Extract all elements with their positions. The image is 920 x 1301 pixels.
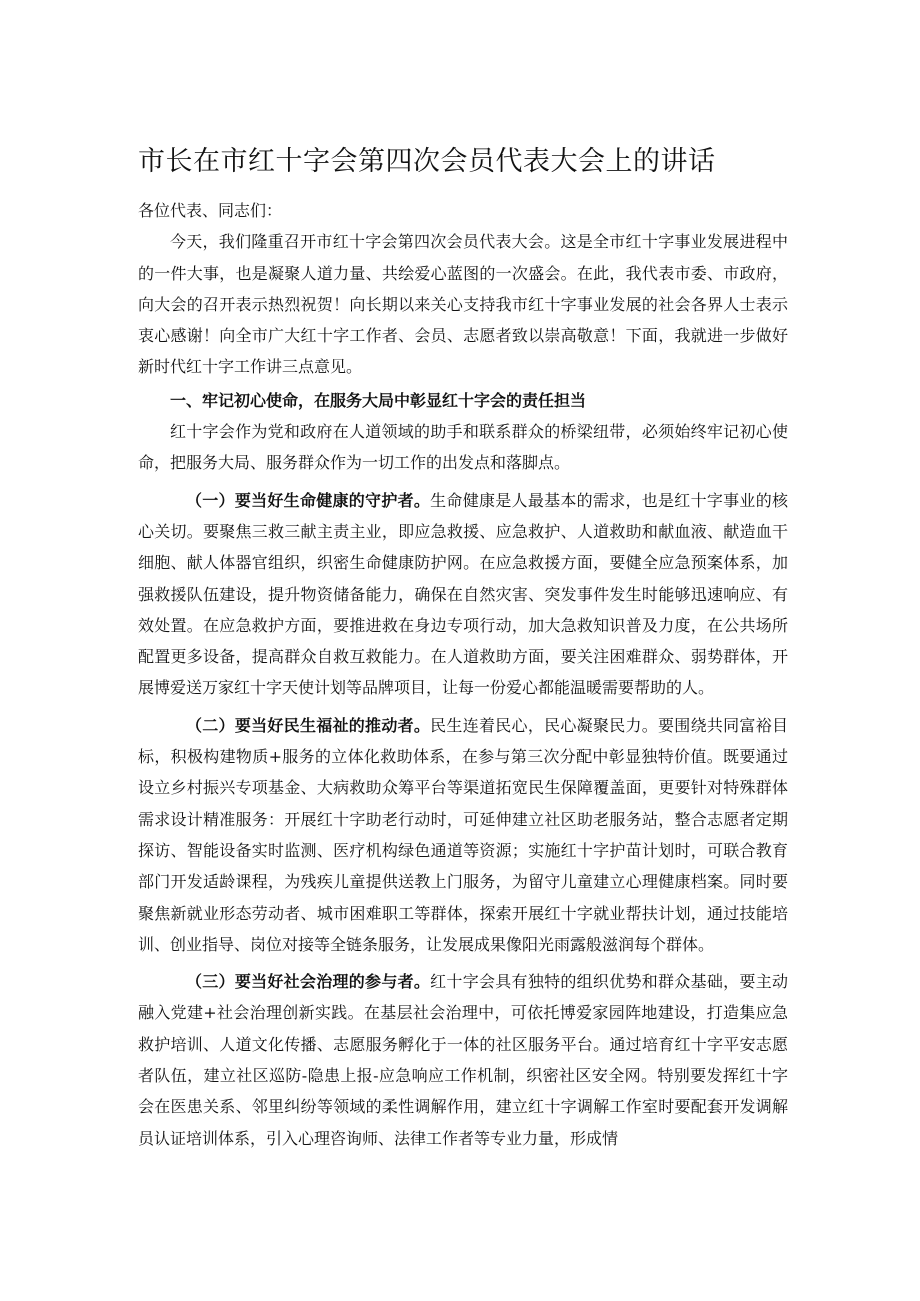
item-lead: （二）要当好民生福祉的推动者。 <box>186 715 431 735</box>
document-body <box>138 195 788 1154</box>
item-paragraph <box>138 966 788 1154</box>
item-lead: （一）要当好生命健康的守护者。 <box>186 490 431 510</box>
item-paragraph <box>138 710 788 960</box>
intro-paragraph: 今天，我们隆重召开市红十字会第四次会员代表大会。这是全市红十字事业发展进程中的一件大事，也是凝聚人道力量、共绘爱心蓝图的一次盛会。在此，我代表市委、市政府，向大会的召开表示热烈祝贺！向长期以来关心支持我市红十字事业发展的社会各界人士表示衷心感谢！向全市广大红十字工作者、会员、志愿者致以崇高敬意！下面，我就进一步做好新时代红十字工作讲三点意见。 <box>138 232 788 377</box>
item-text: 红十字会具有独特的组织优势和群众基础，要主动融入党建+社会治理创新实践。在基层社会治理中，可依托博爱家园阵地建设，打造集应急救护培训、人道文化传播、志愿服务孵化于一体的社区服务平台。通过培育红十字平安志愿者队伍，建立社区巡防-隐患上报-应急响应工作机制，织密社区安全网。特别要发挥红十字会在医患关系、邻里纠纷等领域的柔性调解作用，建立红十字调解工作室时要配套开发调解员认证培训体系，引入心理咨询师、法律工作者等专业力量，形成情 <box>138 972 788 1148</box>
item-lead: （三）要当好社会治理的参与者。 <box>186 972 431 992</box>
section-body-paragraph: 红十字会作为党和政府在人道领域的助手和联系群众的桥梁纽带，必须始终牢记初心使命，把服务大局、服务群众作为一切工作的出发点和落脚点。 <box>138 422 788 473</box>
item-text: 民生连着民心，民心凝聚民力。要围绕共同富裕目标，积极构建物质+服务的立体化救助体系，在参与第三次分配中彰显独特价值。既要通过设立乡村振兴专项基金、大病救助众筹平台等渠道拓宽民生保障覆盖面，更要针对特殊群体需求设计精准服务：开展红十字助老行动时，可延伸建立社区助老服务站，整合志愿者定期探访、智能设备实时监测、医疗机构绿色通道等资源；实施红十字护苗计划时，可联合教育部门开发适龄课程，为残疾儿童提供送教上门服务，为留守儿童建立心理健康档案。同时要聚焦新就业形态劳动者、城市困难职工等群体，探索开展红十字就业帮扶计划，通过技能培训、创业指导、岗位对接等全链条服务，让发展成果像阳光雨露般滋润每个群体。 <box>138 715 788 954</box>
section-heading: 一、牢记初心使命，在服务大局中彰显红十字会的责任担当 <box>170 390 587 410</box>
document-title: 市长在市红十字会第四次会员代表大会上的讲话 <box>138 146 716 177</box>
item-text: 生命健康是人最基本的需求，也是红十字事业的核心关切。要聚焦三救三献主责主业，即应急救援、应急救护、人道救助和献血液、献造血干细胞、献人体器官组织，织密生命健康防护网。在应急救援方面，要健全应急预案体系，加强救援队伍建设，提升物资储备能力，确保在自然灾害、突发事件发生时能够迅速响应、有效处置。在应急救护方面，要推进救在身边专项行动，加大急救知识普及力度，在公共场所配置更多设备，提高群众自救互救能力。在人道救助方面，要关注困难群众、弱势群体，开展博爱送万家红十字天使计划等品牌项目，让每一份爱心都能温暖需要帮助的人。 <box>138 490 788 698</box>
salutation: 各位代表、同志们： <box>138 201 283 220</box>
item-paragraph <box>138 485 788 704</box>
